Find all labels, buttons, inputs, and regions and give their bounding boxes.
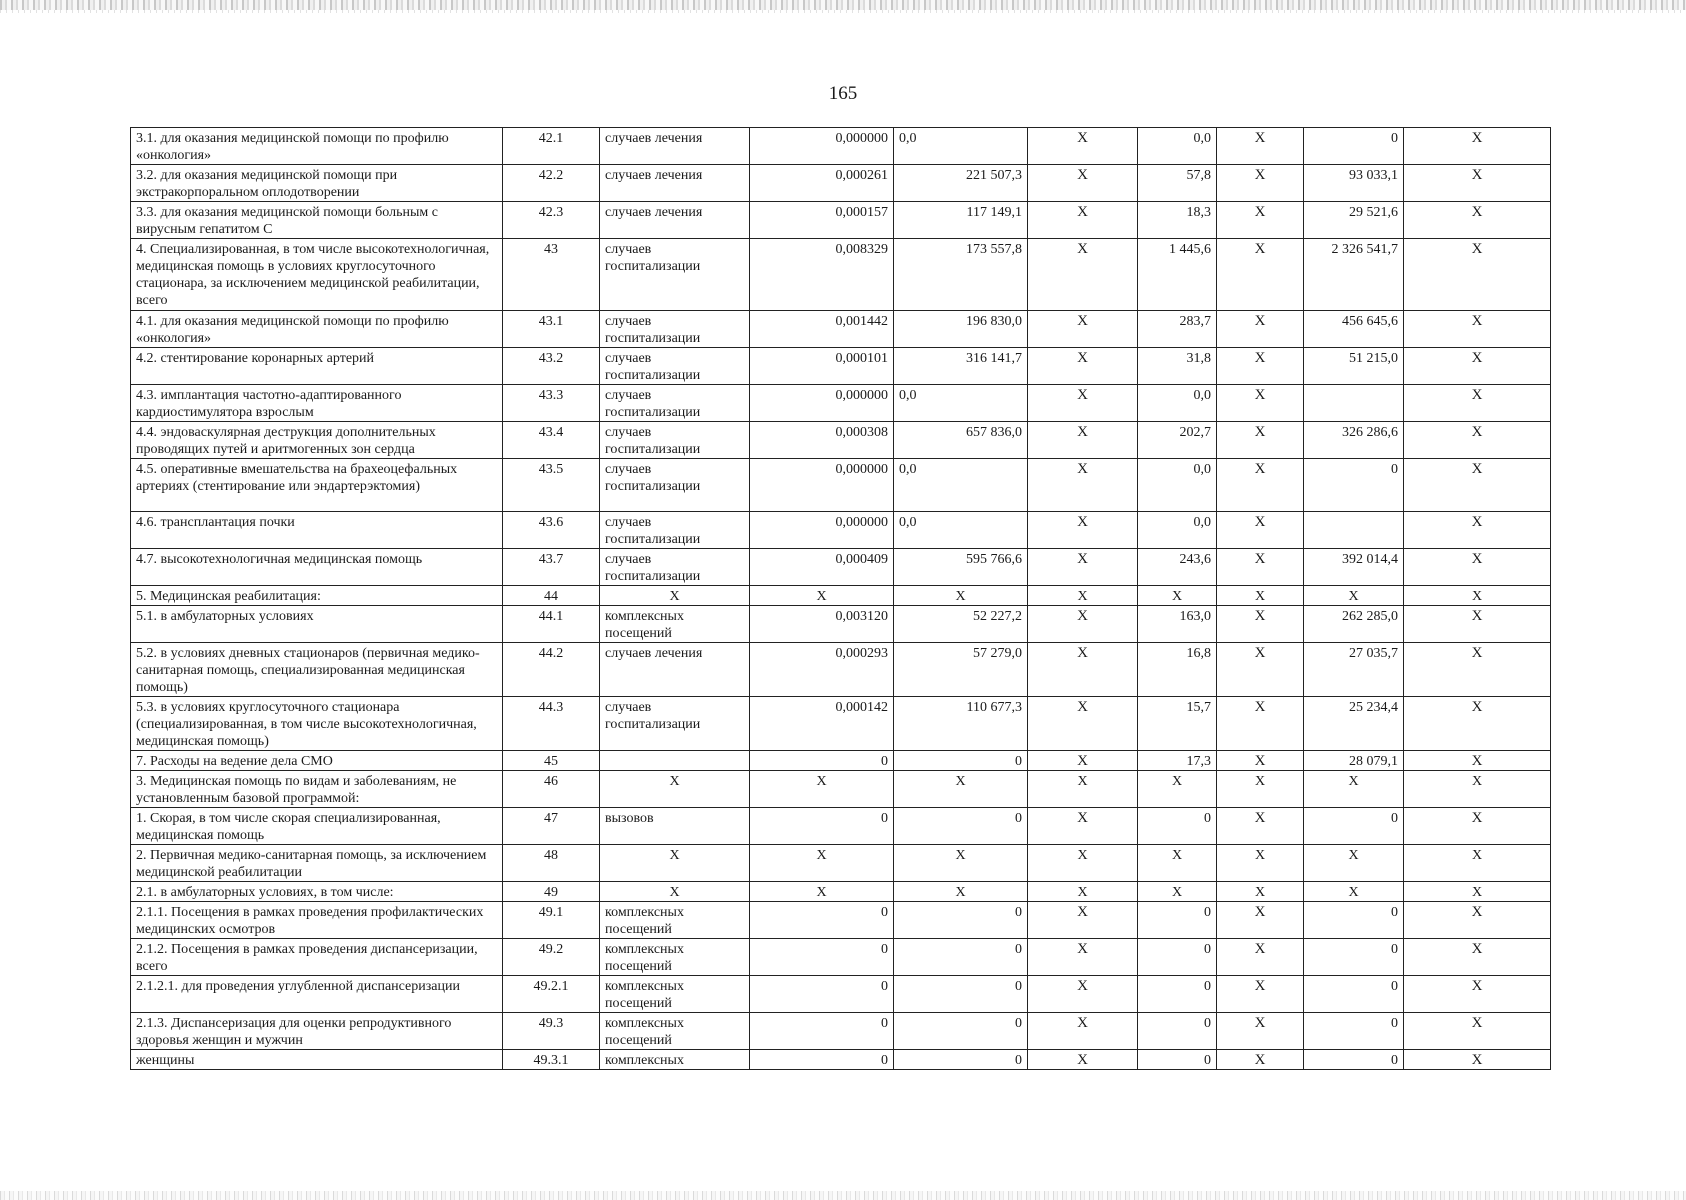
scan-edge-bottom <box>0 1191 1686 1200</box>
row-name: 3.2. для оказания медицинской помощи при экстракорпоральном оплодотворении <box>131 165 503 202</box>
row-x-2: X <box>1217 348 1304 385</box>
row-value-3: 0 <box>1138 939 1217 976</box>
row-x-3: X <box>1404 239 1551 311</box>
row-value-2: 196 830,0 <box>894 311 1028 348</box>
row-value-2: 0,0 <box>894 512 1028 549</box>
table-row <box>131 311 1551 348</box>
row-value-1: 0,000308 <box>750 422 894 459</box>
row-x-2: X <box>1217 697 1304 751</box>
scan-edge-top <box>0 0 1686 10</box>
row-value-2: 0 <box>894 976 1028 1013</box>
row-name: 5.1. в амбулаторных условиях <box>131 606 503 643</box>
row-value-2: X <box>894 771 1028 808</box>
row-x-2: X <box>1217 512 1304 549</box>
row-code: 42.2 <box>503 165 600 202</box>
row-x-1: X <box>1028 239 1138 311</box>
row-name: 3.3. для оказания медицинской помощи больным с вирусным гепатитом С <box>131 202 503 239</box>
row-name: 2. Первичная медико-санитарная помощь, за исключением медицинской реабилитации <box>131 845 503 882</box>
table-row <box>131 697 1551 751</box>
row-x-1: X <box>1028 902 1138 939</box>
row-x-3: X <box>1404 586 1551 606</box>
row-code: 45 <box>503 751 600 771</box>
row-code: 43.6 <box>503 512 600 549</box>
table-row <box>131 808 1551 845</box>
row-value-2: 0 <box>894 1013 1028 1050</box>
row-x-2: X <box>1217 1050 1304 1070</box>
row-value-4: 0 <box>1304 808 1404 845</box>
row-value-2: 57 279,0 <box>894 643 1028 697</box>
row-value-3: 243,6 <box>1138 549 1217 586</box>
row-x-2: X <box>1217 976 1304 1013</box>
row-value-4: 392 014,4 <box>1304 549 1404 586</box>
row-x-1: X <box>1028 751 1138 771</box>
row-value-1: 0,000101 <box>750 348 894 385</box>
row-value-2: 657 836,0 <box>894 422 1028 459</box>
row-value-3: 0 <box>1138 976 1217 1013</box>
row-unit: случаев госпитализации <box>600 311 750 348</box>
row-x-3: X <box>1404 128 1551 165</box>
row-x-1: X <box>1028 808 1138 845</box>
row-value-3: X <box>1138 771 1217 808</box>
row-x-1: X <box>1028 1013 1138 1050</box>
row-value-1: 0,000000 <box>750 512 894 549</box>
row-value-1: X <box>750 771 894 808</box>
row-x-2: X <box>1217 311 1304 348</box>
row-x-3: X <box>1404 902 1551 939</box>
row-x-1: X <box>1028 643 1138 697</box>
row-value-1: X <box>750 845 894 882</box>
row-value-2: 0,0 <box>894 459 1028 512</box>
row-value-1: 0 <box>750 808 894 845</box>
row-x-3: X <box>1404 311 1551 348</box>
row-value-1: 0,000000 <box>750 128 894 165</box>
row-x-2: X <box>1217 771 1304 808</box>
row-value-3: 16,8 <box>1138 643 1217 697</box>
row-value-2: 0 <box>894 902 1028 939</box>
row-value-2: 0 <box>894 808 1028 845</box>
table-row <box>131 643 1551 697</box>
table-row <box>131 202 1551 239</box>
table-row <box>131 239 1551 311</box>
row-value-4: X <box>1304 845 1404 882</box>
table-row <box>131 586 1551 606</box>
row-name: 3.1. для оказания медицинской помощи по профилю «онкология» <box>131 128 503 165</box>
table-row <box>131 939 1551 976</box>
row-value-3: 0 <box>1138 808 1217 845</box>
row-code: 49.3.1 <box>503 1050 600 1070</box>
row-code: 43.3 <box>503 385 600 422</box>
row-x-1: X <box>1028 845 1138 882</box>
row-value-1: X <box>750 882 894 902</box>
row-code: 48 <box>503 845 600 882</box>
row-value-4: 262 285,0 <box>1304 606 1404 643</box>
table-row <box>131 165 1551 202</box>
row-x-1: X <box>1028 459 1138 512</box>
row-value-3: X <box>1138 845 1217 882</box>
row-unit: X <box>600 586 750 606</box>
row-x-3: X <box>1404 808 1551 845</box>
row-value-4: 25 234,4 <box>1304 697 1404 751</box>
row-x-2: X <box>1217 845 1304 882</box>
row-x-3: X <box>1404 202 1551 239</box>
row-unit: случаев госпитализации <box>600 239 750 311</box>
row-unit: случаев лечения <box>600 643 750 697</box>
row-unit: X <box>600 882 750 902</box>
table-row <box>131 976 1551 1013</box>
row-value-1: 0,000142 <box>750 697 894 751</box>
row-value-1: 0,000261 <box>750 165 894 202</box>
row-value-1: 0,000000 <box>750 459 894 512</box>
row-code: 49 <box>503 882 600 902</box>
row-name: 2.1.2.1. для проведения углубленной диспансеризации <box>131 976 503 1013</box>
row-name: 5.3. в условиях круглосуточного стационара (специализированная, в том числе высокотехнологичная, медицинская помощь) <box>131 697 503 751</box>
row-name: 4.1. для оказания медицинской помощи по профилю «онкология» <box>131 311 503 348</box>
row-unit: X <box>600 771 750 808</box>
row-value-4: 456 645,6 <box>1304 311 1404 348</box>
row-unit: случаев лечения <box>600 128 750 165</box>
row-x-3: X <box>1404 771 1551 808</box>
row-value-4 <box>1304 512 1404 549</box>
row-code: 43.5 <box>503 459 600 512</box>
row-value-4: 0 <box>1304 1013 1404 1050</box>
row-value-1: 0 <box>750 751 894 771</box>
row-value-4: 51 215,0 <box>1304 348 1404 385</box>
row-code: 49.3 <box>503 1013 600 1050</box>
row-value-3: 0 <box>1138 902 1217 939</box>
row-value-3: 0,0 <box>1138 459 1217 512</box>
row-unit: комплексных <box>600 1050 750 1070</box>
row-value-3: 17,3 <box>1138 751 1217 771</box>
row-x-1: X <box>1028 128 1138 165</box>
row-x-2: X <box>1217 902 1304 939</box>
row-code: 44.1 <box>503 606 600 643</box>
row-value-4: X <box>1304 586 1404 606</box>
row-x-2: X <box>1217 239 1304 311</box>
row-x-1: X <box>1028 606 1138 643</box>
row-x-1: X <box>1028 202 1138 239</box>
row-x-3: X <box>1404 459 1551 512</box>
row-value-4: 28 079,1 <box>1304 751 1404 771</box>
row-value-4: 2 326 541,7 <box>1304 239 1404 311</box>
row-value-3: 0 <box>1138 1013 1217 1050</box>
row-x-2: X <box>1217 643 1304 697</box>
row-x-1: X <box>1028 422 1138 459</box>
row-value-1: X <box>750 586 894 606</box>
row-value-2: 0 <box>894 1050 1028 1070</box>
table-row <box>131 459 1551 512</box>
row-value-3: X <box>1138 882 1217 902</box>
row-x-2: X <box>1217 586 1304 606</box>
scan-edge-top-shadow <box>0 10 1686 13</box>
row-unit: случаев госпитализации <box>600 549 750 586</box>
row-x-2: X <box>1217 422 1304 459</box>
row-code: 49.2 <box>503 939 600 976</box>
row-x-3: X <box>1404 976 1551 1013</box>
row-value-4: 27 035,7 <box>1304 643 1404 697</box>
row-code: 43.7 <box>503 549 600 586</box>
row-unit: случаев госпитализации <box>600 348 750 385</box>
row-code: 43.4 <box>503 422 600 459</box>
row-value-1: 0 <box>750 902 894 939</box>
row-value-3: 1 445,6 <box>1138 239 1217 311</box>
row-x-3: X <box>1404 348 1551 385</box>
row-value-2: 117 149,1 <box>894 202 1028 239</box>
row-unit: случаев госпитализации <box>600 385 750 422</box>
row-value-4: 326 286,6 <box>1304 422 1404 459</box>
row-unit: комплексных посещений <box>600 939 750 976</box>
table-row <box>131 771 1551 808</box>
row-name: 4.3. имплантация частотно-адаптированного кардиостимулятора взрослым <box>131 385 503 422</box>
row-name: 2.1. в амбулаторных условиях, в том числе: <box>131 882 503 902</box>
row-value-2: X <box>894 845 1028 882</box>
row-name: 1. Скорая, в том числе скорая специализированная, медицинская помощь <box>131 808 503 845</box>
row-x-1: X <box>1028 165 1138 202</box>
row-x-1: X <box>1028 976 1138 1013</box>
table-row <box>131 1013 1551 1050</box>
row-code: 49.1 <box>503 902 600 939</box>
row-unit: комплексных посещений <box>600 1013 750 1050</box>
row-value-2: 0,0 <box>894 128 1028 165</box>
row-name: женщины <box>131 1050 503 1070</box>
row-code: 42.3 <box>503 202 600 239</box>
page-number: 165 <box>828 83 858 104</box>
row-value-4: 0 <box>1304 459 1404 512</box>
row-value-2: 0 <box>894 751 1028 771</box>
row-name: 4.4. эндоваскулярная деструкция дополнительных проводящих путей и аритмогенных зон сердца <box>131 422 503 459</box>
row-code: 49.2.1 <box>503 976 600 1013</box>
row-name: 4.7. высокотехнологичная медицинская помощь <box>131 549 503 586</box>
row-code: 43.2 <box>503 348 600 385</box>
row-value-3: 31,8 <box>1138 348 1217 385</box>
row-x-3: X <box>1404 606 1551 643</box>
row-unit: комплексных посещений <box>600 976 750 1013</box>
row-value-2: 0 <box>894 939 1028 976</box>
row-value-2: 316 141,7 <box>894 348 1028 385</box>
row-x-2: X <box>1217 202 1304 239</box>
row-value-1: 0,000409 <box>750 549 894 586</box>
row-x-2: X <box>1217 808 1304 845</box>
table-row <box>131 902 1551 939</box>
table-row <box>131 751 1551 771</box>
row-x-2: X <box>1217 549 1304 586</box>
row-code: 46 <box>503 771 600 808</box>
row-x-1: X <box>1028 348 1138 385</box>
row-unit: случаев госпитализации <box>600 512 750 549</box>
row-value-1: 0,000293 <box>750 643 894 697</box>
row-name: 7. Расходы на ведение дела СМО <box>131 751 503 771</box>
row-x-1: X <box>1028 697 1138 751</box>
row-name: 2.1.2. Посещения в рамках проведения диспансеризации, всего <box>131 939 503 976</box>
financing-table <box>130 127 1551 1070</box>
table-row <box>131 422 1551 459</box>
row-x-3: X <box>1404 1050 1551 1070</box>
row-x-3: X <box>1404 512 1551 549</box>
row-unit: X <box>600 845 750 882</box>
row-code: 47 <box>503 808 600 845</box>
row-name: 3. Медицинская помощь по видам и заболеваниям, не установленным базовой программой: <box>131 771 503 808</box>
row-code: 42.1 <box>503 128 600 165</box>
row-x-2: X <box>1217 128 1304 165</box>
row-x-1: X <box>1028 549 1138 586</box>
row-value-3: 0,0 <box>1138 385 1217 422</box>
row-value-4 <box>1304 385 1404 422</box>
row-value-4: 0 <box>1304 902 1404 939</box>
row-x-2: X <box>1217 1013 1304 1050</box>
row-value-3: 15,7 <box>1138 697 1217 751</box>
row-x-2: X <box>1217 385 1304 422</box>
table-row <box>131 845 1551 882</box>
row-code: 44.3 <box>503 697 600 751</box>
row-value-4: X <box>1304 882 1404 902</box>
row-x-3: X <box>1404 643 1551 697</box>
row-value-2: 52 227,2 <box>894 606 1028 643</box>
table-row <box>131 606 1551 643</box>
row-value-2: 221 507,3 <box>894 165 1028 202</box>
row-x-1: X <box>1028 311 1138 348</box>
row-x-2: X <box>1217 606 1304 643</box>
row-code: 44 <box>503 586 600 606</box>
row-name: 2.1.1. Посещения в рамках проведения профилактических медицинских осмотров <box>131 902 503 939</box>
row-value-1: 0,001442 <box>750 311 894 348</box>
row-x-1: X <box>1028 939 1138 976</box>
row-x-2: X <box>1217 165 1304 202</box>
row-value-3: 57,8 <box>1138 165 1217 202</box>
row-value-4: 0 <box>1304 128 1404 165</box>
row-value-4: 93 033,1 <box>1304 165 1404 202</box>
row-value-2: 595 766,6 <box>894 549 1028 586</box>
row-value-4: X <box>1304 771 1404 808</box>
table-row <box>131 549 1551 586</box>
row-x-1: X <box>1028 882 1138 902</box>
row-value-2: 173 557,8 <box>894 239 1028 311</box>
row-value-3: 18,3 <box>1138 202 1217 239</box>
row-value-4: 29 521,6 <box>1304 202 1404 239</box>
row-name: 5.2. в условиях дневных стационаров (первичная медико-санитарная помощь, специализированная медицинская помощь) <box>131 643 503 697</box>
row-x-1: X <box>1028 512 1138 549</box>
row-value-4: 0 <box>1304 1050 1404 1070</box>
row-value-1: 0,000000 <box>750 385 894 422</box>
table-row <box>131 882 1551 902</box>
row-value-2: 0,0 <box>894 385 1028 422</box>
row-value-1: 0,000157 <box>750 202 894 239</box>
row-value-1: 0,008329 <box>750 239 894 311</box>
table-row <box>131 348 1551 385</box>
row-name: 4. Специализированная, в том числе высокотехнологичная, медицинская помощь в условиях круглосуточного стационара, за исключением медицинской реабилитации, всего <box>131 239 503 311</box>
row-name: 4.6. трансплантация почки <box>131 512 503 549</box>
row-value-3: 0,0 <box>1138 512 1217 549</box>
row-unit: случаев госпитализации <box>600 422 750 459</box>
row-x-3: X <box>1404 751 1551 771</box>
table-row <box>131 128 1551 165</box>
row-value-1: 0 <box>750 976 894 1013</box>
row-name: 4.2. стентирование коронарных артерий <box>131 348 503 385</box>
row-name: 4.5. оперативные вмешательства на брахеоцефальных артериях (стентирование или эндартерэктомия) <box>131 459 503 512</box>
row-x-1: X <box>1028 385 1138 422</box>
table-row <box>131 512 1551 549</box>
row-x-2: X <box>1217 882 1304 902</box>
row-value-1: 0 <box>750 939 894 976</box>
row-x-1: X <box>1028 771 1138 808</box>
row-code: 44.2 <box>503 643 600 697</box>
table-body <box>131 128 1551 1070</box>
row-x-3: X <box>1404 882 1551 902</box>
row-x-3: X <box>1404 845 1551 882</box>
row-value-3: 0 <box>1138 1050 1217 1070</box>
row-value-3: X <box>1138 586 1217 606</box>
row-x-3: X <box>1404 697 1551 751</box>
row-x-1: X <box>1028 1050 1138 1070</box>
row-unit: случаев лечения <box>600 202 750 239</box>
row-name: 5. Медицинская реабилитация: <box>131 586 503 606</box>
row-value-4: 0 <box>1304 939 1404 976</box>
row-code: 43.1 <box>503 311 600 348</box>
row-x-2: X <box>1217 751 1304 771</box>
row-value-1: 0 <box>750 1013 894 1050</box>
row-value-1: 0 <box>750 1050 894 1070</box>
table-row <box>131 385 1551 422</box>
row-unit: вызовов <box>600 808 750 845</box>
row-x-2: X <box>1217 459 1304 512</box>
row-unit <box>600 751 750 771</box>
table-row <box>131 1050 1551 1070</box>
row-value-4: 0 <box>1304 976 1404 1013</box>
row-x-1: X <box>1028 586 1138 606</box>
row-x-3: X <box>1404 549 1551 586</box>
row-value-3: 202,7 <box>1138 422 1217 459</box>
row-value-3: 0,0 <box>1138 128 1217 165</box>
row-value-2: 110 677,3 <box>894 697 1028 751</box>
row-value-2: X <box>894 882 1028 902</box>
row-x-3: X <box>1404 1013 1551 1050</box>
row-x-3: X <box>1404 939 1551 976</box>
row-value-2: X <box>894 586 1028 606</box>
row-value-3: 163,0 <box>1138 606 1217 643</box>
row-name: 2.1.3. Диспансеризация для оценки репродуктивного здоровья женщин и мужчин <box>131 1013 503 1050</box>
row-x-3: X <box>1404 385 1551 422</box>
row-value-1: 0,003120 <box>750 606 894 643</box>
row-x-2: X <box>1217 939 1304 976</box>
row-x-3: X <box>1404 165 1551 202</box>
row-unit: случаев госпитализации <box>600 697 750 751</box>
row-unit: случаев госпитализации <box>600 459 750 512</box>
row-value-3: 283,7 <box>1138 311 1217 348</box>
row-unit: комплексных посещений <box>600 902 750 939</box>
row-unit: случаев лечения <box>600 165 750 202</box>
row-x-3: X <box>1404 422 1551 459</box>
row-code: 43 <box>503 239 600 311</box>
row-unit: комплексных посещений <box>600 606 750 643</box>
